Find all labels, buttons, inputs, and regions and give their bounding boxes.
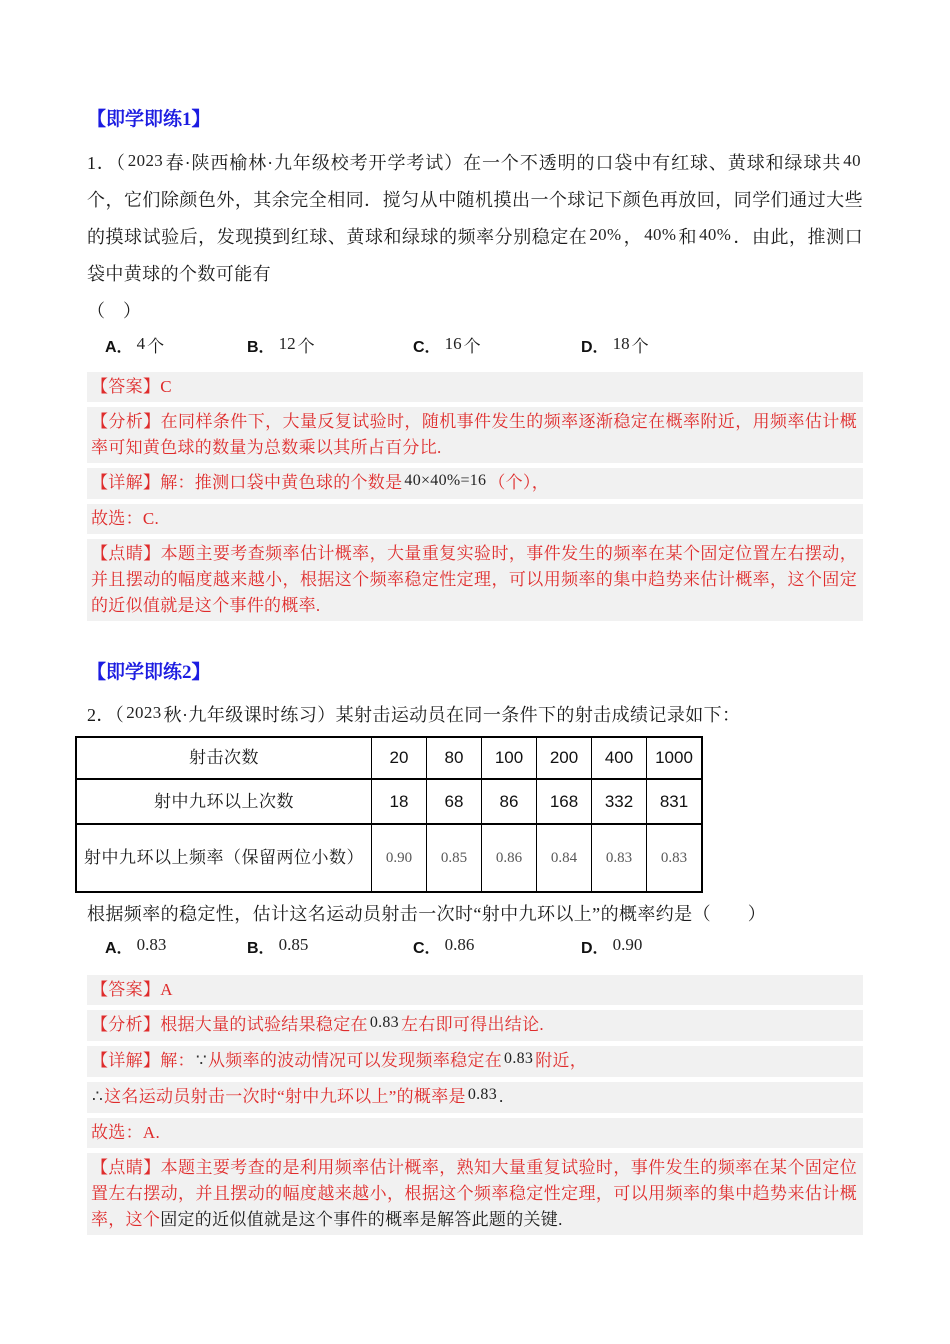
- option-value: 12: [278, 334, 296, 353]
- question1-answer-paren: （ ）: [87, 301, 141, 321]
- value-cell: 1000: [647, 737, 703, 779]
- text-segment: 40%: [644, 225, 677, 244]
- section2-header: 【即学即练2】: [87, 662, 211, 683]
- text-segment: 春·陕西榆林·九年级校考开学考试）在一个不透明的口袋中有红球、黄球和绿球共: [165, 153, 842, 173]
- option-label: B．: [247, 339, 275, 356]
- text-segment: .: [498, 1087, 504, 1106]
- row-header-cell: 射中九环以上频率（保留两位小数）: [76, 824, 372, 892]
- option-label: C．: [413, 339, 441, 356]
- shooting-record-table: [75, 736, 703, 893]
- question1-options-row: [87, 332, 863, 360]
- option-value: 0.85: [278, 935, 309, 954]
- question2-option-b: [247, 935, 308, 958]
- option-suffix: 个: [463, 337, 481, 356]
- value-cell: 100: [482, 737, 537, 779]
- question1-option-b: [247, 332, 315, 357]
- option-value: 0.86: [444, 935, 475, 954]
- text-segment: 【详解】解：: [91, 1051, 195, 1070]
- value-cell: 0.83: [592, 824, 647, 892]
- text-segment: 【分析】在同样条件下，大量反复试验时，随机事件发生的频率逐渐稳定在概率附近，用频率估计概率可知黄色球的数量为总数乘以其所占百分比.: [91, 412, 857, 457]
- option-label: D．: [581, 339, 609, 356]
- value-cell: 0.90: [372, 824, 427, 892]
- therefore-line: [87, 1082, 863, 1113]
- option-value: 16: [444, 334, 462, 353]
- question2-option-d: [581, 935, 642, 958]
- answer-line: [87, 975, 863, 1005]
- section-gap: [87, 621, 863, 661]
- page-content: [84, 108, 863, 1235]
- option-value: 18: [612, 334, 630, 353]
- row-header-cell: 射中九环以上次数: [76, 779, 372, 824]
- text-segment: 【点睛】本题主要考查频率估计概率，大量重复实验时，事件发生的频率在某个固定位置左右摆动，并且摆动的幅度越来越小，根据这个频率稳定性定理，可以用频率的集中趋势来估计概率，这个固定的近似值就是这个事件的概率.: [91, 544, 857, 615]
- option-suffix: 个: [147, 337, 165, 356]
- text-segment: 【答案】C: [91, 377, 172, 396]
- detail-line: [87, 1046, 863, 1077]
- option-suffix: 个: [631, 337, 649, 356]
- text-segment: ，: [623, 227, 643, 247]
- value-cell: 332: [592, 779, 647, 824]
- text-segment: 1．（: [87, 153, 126, 173]
- detail-line: [87, 468, 863, 499]
- question2-text: [87, 899, 863, 929]
- text-segment: 0.83: [504, 1050, 534, 1067]
- question1-answer-block: [87, 372, 863, 621]
- text-segment: 【答案】A: [91, 980, 173, 999]
- text-segment: 2023: [127, 151, 164, 170]
- text-segment: 40: [843, 151, 861, 170]
- choice-line: [87, 504, 863, 534]
- table-row: [76, 779, 702, 824]
- analysis-line: [87, 407, 863, 463]
- text-segment: 故选：A.: [91, 1123, 161, 1142]
- option-label: A．: [105, 940, 133, 957]
- option-value: 0.83: [136, 935, 167, 954]
- text-segment: 40%: [699, 225, 732, 244]
- question2-answer-block: [87, 975, 863, 1235]
- question1-option-a: [105, 332, 164, 357]
- value-cell: 68: [427, 779, 482, 824]
- question2-option-a: [105, 935, 166, 958]
- table-row: [76, 824, 702, 892]
- option-label: C．: [413, 940, 441, 957]
- value-cell: 168: [537, 779, 592, 824]
- section1-header: 【即学即练1】: [87, 109, 211, 130]
- text-segment: 根据频率的稳定性，估计这名运动员射击一次时“射中九环以上”的概率约是（ ）: [87, 904, 767, 924]
- text-segment: 【点睛】本题主要考查的是利用频率估计概率，熟知大量重复试验时，事件发生的频率在某个固定位置左右摆动，并且摆动的幅度越来越小，根据这个频率稳定性定理，可以用频率的集中趋势来估计概率，这个: [91, 1158, 857, 1229]
- text-segment: 2．（: [87, 705, 125, 725]
- option-value: 4: [136, 334, 146, 353]
- question2-option-c: [413, 935, 474, 958]
- text-segment: 2023: [126, 703, 162, 722]
- text-segment: ∴: [92, 1087, 104, 1107]
- question2-intro: [87, 698, 863, 733]
- remark-line: [87, 1153, 863, 1235]
- text-segment: 故选：C.: [91, 509, 160, 528]
- option-label: A．: [105, 339, 133, 356]
- table-row: [76, 737, 702, 779]
- answer-line: [87, 372, 863, 402]
- value-cell: 0.85: [427, 824, 482, 892]
- option-suffix: 个: [297, 337, 315, 356]
- value-cell: 200: [537, 737, 592, 779]
- value-cell: 831: [647, 779, 703, 824]
- text-segment: 个，它们除颜色外，其余完全相同．搅匀从中随机摸出一个球记下颜色再放回，同学们通过大些的摸球试验后，发现摸到红球、黄球和绿球的频率分别稳定在: [87, 190, 863, 247]
- text-segment: ．由此，推测口袋中黄球的个数可能有: [87, 227, 863, 284]
- question1-option-d: [581, 332, 649, 357]
- text-segment: 从频率的波动情况可以发现频率稳定在: [207, 1051, 503, 1070]
- text-segment: 【分析】根据大量的试验结果稳定在: [91, 1015, 368, 1034]
- value-cell: 400: [592, 737, 647, 779]
- value-cell: 86: [482, 779, 537, 824]
- question1-option-c: [413, 332, 481, 357]
- option-label: B．: [247, 940, 275, 957]
- value-cell: 20: [372, 737, 427, 779]
- text-segment: 20%: [589, 225, 622, 244]
- text-segment: （个），: [488, 473, 550, 492]
- text-segment: ∵: [195, 1051, 207, 1071]
- option-label: D．: [581, 940, 609, 957]
- question1-text: [87, 145, 863, 293]
- option-value: 0.90: [612, 935, 643, 954]
- value-cell: 0.83: [647, 824, 703, 892]
- text-segment: 0.83: [467, 1086, 497, 1103]
- text-segment: 附近，: [535, 1051, 588, 1070]
- text-segment: 和: [678, 227, 698, 247]
- text-segment: 秋·九年级课时练习）某射击运动员在同一条件下的射击成绩记录如下：: [163, 705, 741, 725]
- text-segment: 0.83: [369, 1014, 399, 1031]
- value-cell: 80: [427, 737, 482, 779]
- row-header-cell: 射击次数: [76, 737, 372, 779]
- text-segment: 固定的近似值就是这个事件的概率是解答此题的关键.: [160, 1210, 563, 1229]
- text-segment: 左右即可得出结论.: [400, 1015, 544, 1034]
- analysis-line: [87, 1010, 863, 1041]
- value-cell: 0.86: [482, 824, 537, 892]
- text-segment: 这名运动员射击一次时“射中九环以上”的概率是: [104, 1087, 466, 1106]
- text-segment: 40×40%=16: [404, 472, 487, 489]
- value-cell: 0.84: [537, 824, 592, 892]
- question2-options-row: [87, 935, 863, 963]
- value-cell: 18: [372, 779, 427, 824]
- choice-line: [87, 1118, 863, 1148]
- remark-line: [87, 539, 863, 621]
- text-segment: 【详解】解：推测口袋中黄色球的个数是: [91, 473, 403, 492]
